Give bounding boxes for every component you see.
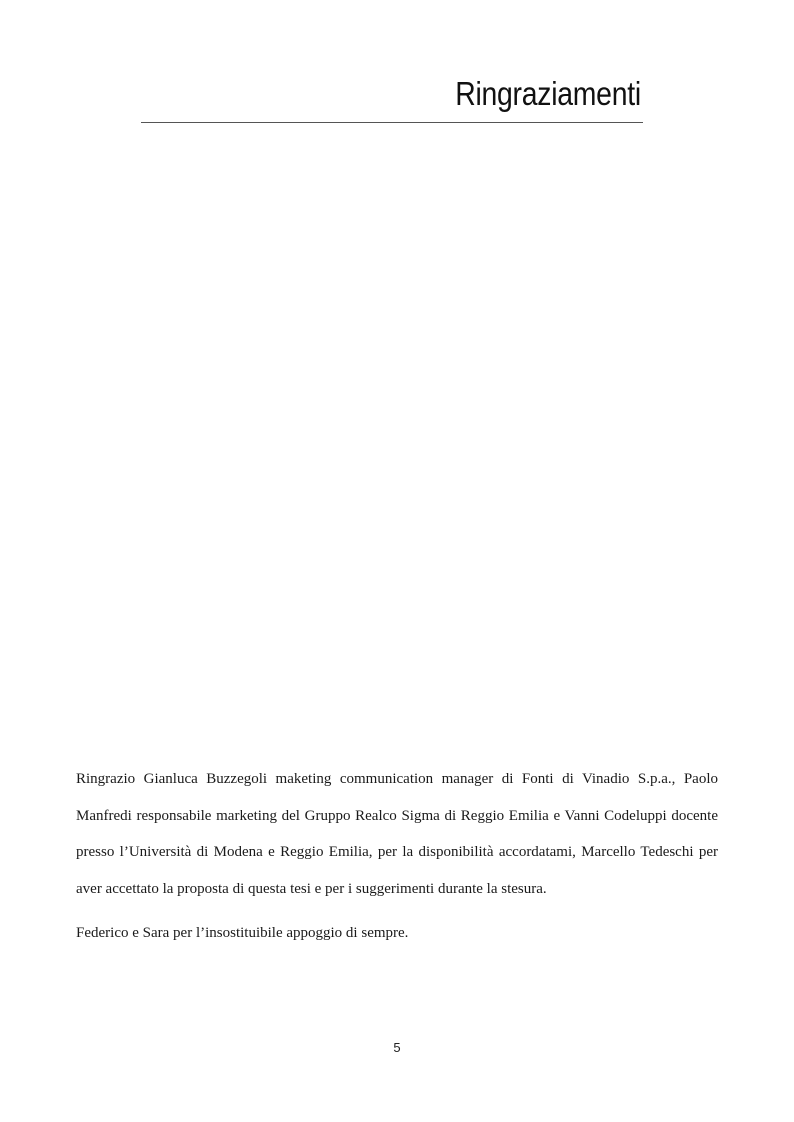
title-underline: [141, 122, 643, 123]
acknowledgements-paragraph: Ringrazio Gianluca Buzzegoli maketing communication manager di Fonti di Vinadio S.p.a., Paolo Manfredi responsabile marketing del Gruppo Realco Sigma di Reggio Emilia e Vanni Codeluppi docente presso l’Università di Modena e Reggio Emilia, per la disponibilità accordatami, Marcello Tedeschi per aver accettato la proposta di questa tesi e per i suggerimenti durante la stesura.: [76, 771, 718, 897]
page-number: 5: [393, 1040, 401, 1055]
acknowledgements-family-paragraph: Federico e Sara per l’insostituibile appoggio di sempre.: [76, 925, 409, 941]
page-title: Ringraziamenti: [455, 75, 641, 112]
